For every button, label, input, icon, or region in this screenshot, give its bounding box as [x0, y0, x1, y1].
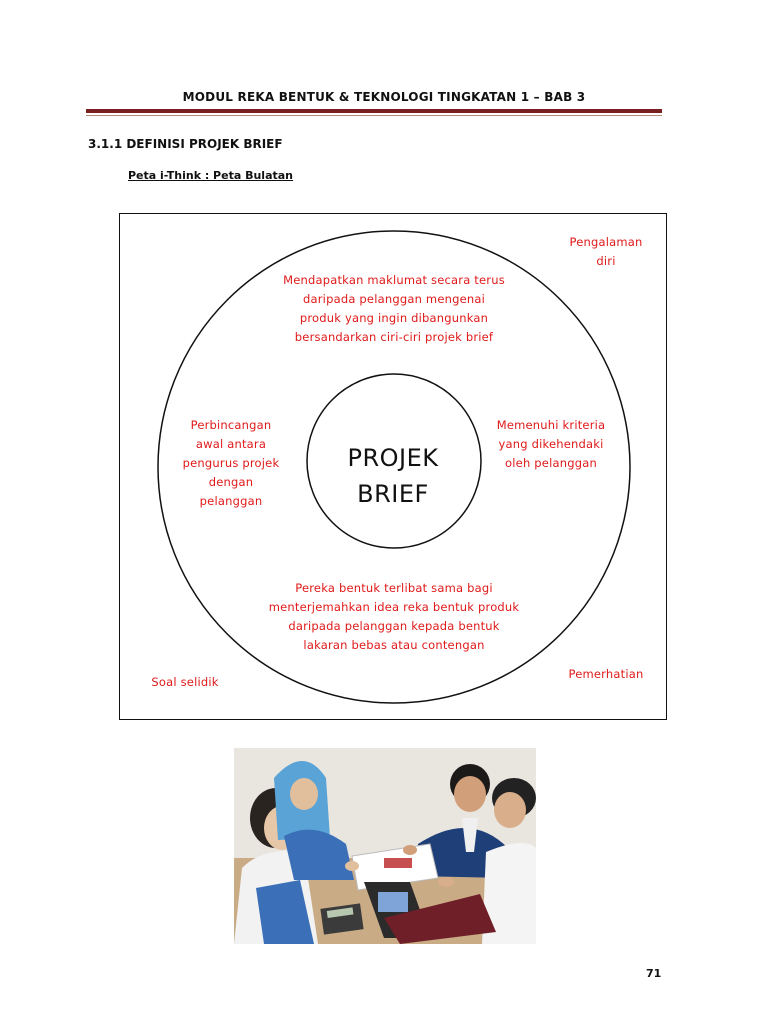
- ring-text-line: menterjemahkan idea reka bentuk produk: [268, 600, 520, 614]
- ring-text-line: awal antara: [195, 437, 267, 451]
- ring-text-line: produk yang ingin dibangunkan: [299, 311, 489, 325]
- section-heading: 3.1.1 DEFINISI PROJEK BRIEF: [88, 137, 283, 151]
- ring-text-line: yang dikehendaki: [498, 437, 604, 451]
- frame-text-bottom-left: Soal selidik: [151, 675, 219, 689]
- students-discussion-photo: [234, 748, 536, 944]
- ring-text-line: Memenuhi kriteria: [496, 418, 606, 432]
- ring-text-left: [170, 416, 292, 511]
- ring-text-line: pengurus projek: [182, 456, 280, 470]
- document-header-title: MODUL REKA BENTUK & TEKNOLOGI TINGKATAN 1 – BAB 3: [182, 90, 586, 104]
- photo-illustration: [234, 748, 536, 944]
- map-subheading: Peta i-Think : Peta Bulatan: [128, 169, 294, 182]
- ring-text-line: daripada pelanggan kepada bentuk: [288, 619, 500, 633]
- ring-text-line: dengan: [208, 475, 254, 489]
- ring-text-line: pelanggan: [199, 494, 263, 508]
- center-topic: [318, 440, 468, 512]
- frame-text-line: Pengalaman: [569, 235, 643, 249]
- center-topic-line: BRIEF: [357, 480, 429, 508]
- ring-text-top: [254, 271, 534, 347]
- frame-text-line: diri: [596, 254, 616, 268]
- frame-text-top-right: [560, 233, 652, 271]
- page-number: 71: [646, 967, 662, 980]
- ring-text-line: Perbincangan: [190, 418, 272, 432]
- ring-text-line: lakaran bebas atau contengan: [303, 638, 485, 652]
- ring-text-right: [488, 416, 614, 473]
- ring-text-line: Mendapatkan maklumat secara terus: [283, 273, 505, 287]
- frame-text-bottom-right: Pemerhatian: [568, 667, 644, 681]
- ring-text-line: Pereka bentuk terlibat sama bagi: [295, 581, 493, 595]
- center-topic-line: PROJEK: [347, 444, 439, 472]
- ring-text-bottom: [250, 579, 538, 655]
- ring-text-line: oleh pelanggan: [505, 456, 597, 470]
- ring-text-line: bersandarkan ciri-ciri projek brief: [294, 330, 494, 344]
- ring-text-line: daripada pelanggan mengenai: [303, 292, 485, 306]
